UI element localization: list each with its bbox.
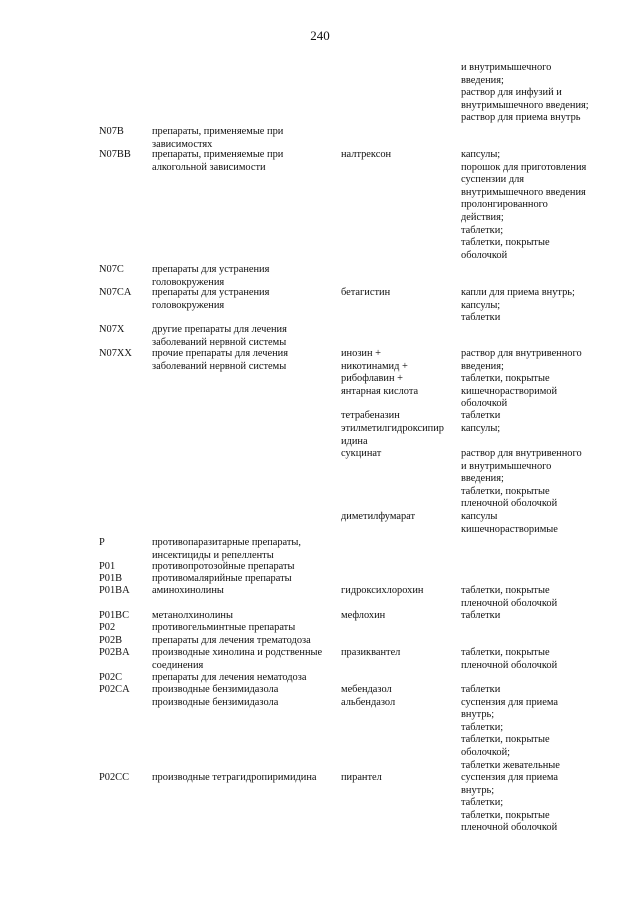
drug-name — [341, 287, 390, 300]
atc-code — [99, 635, 122, 648]
pharmacological-group — [152, 672, 306, 685]
pharmacological-group-line: препараты для устранения — [152, 264, 270, 275]
pharmacological-group — [152, 324, 287, 349]
dosage-forms — [461, 448, 582, 511]
atc-code-line: N07CA — [99, 287, 132, 298]
dosage-forms-line: таблетки, покрытые — [461, 373, 550, 385]
drug-name — [341, 610, 385, 623]
dosage-forms — [461, 287, 575, 325]
dosage-forms-line: пленочной оболочкой — [461, 822, 558, 834]
dosage-forms-line: пленочной оболочкой — [461, 597, 558, 609]
drug-name-line: мефлохин — [341, 610, 386, 621]
dosage-forms-line: и внутримышечного — [461, 460, 552, 472]
pharmacological-group — [152, 635, 311, 648]
atc-code — [99, 561, 115, 574]
drug-name — [341, 772, 382, 785]
atc-code — [99, 324, 124, 337]
pharmacological-group — [152, 585, 224, 598]
pharmacological-group-line: головокружения — [152, 276, 225, 288]
drug-name-line: инозин + — [341, 348, 381, 359]
atc-code — [99, 772, 129, 785]
dosage-forms — [461, 149, 586, 262]
drug-name-line: этилметилгидроксипир — [341, 423, 444, 434]
pharmacological-group — [152, 622, 295, 635]
drug-name — [341, 410, 400, 423]
pharmacological-group-line: производные хинолина и родственные — [152, 647, 323, 658]
atc-code — [99, 610, 129, 623]
pharmacological-group — [152, 287, 269, 312]
atc-code-line: P01BC — [99, 610, 130, 621]
dosage-forms-line: таблетки — [461, 410, 501, 421]
dosage-forms-line: таблетки; — [461, 797, 504, 809]
drug-name-line: рибофлавин + — [341, 373, 403, 385]
atc-code — [99, 348, 132, 361]
pharmacological-group — [152, 126, 283, 151]
drug-name-line: янтарная кислота — [341, 385, 419, 397]
dosage-forms-line: внутрь; — [461, 784, 495, 796]
atc-code — [99, 126, 124, 139]
dosage-forms — [461, 423, 500, 436]
drug-name-line: бетагистин — [341, 287, 391, 298]
drug-name-line: сукцинат — [341, 448, 382, 460]
pharmacological-group-line: соединения — [152, 659, 204, 671]
pharmacological-group-line: противопаразитарные препараты, — [152, 537, 302, 548]
dosage-forms-line: внутримышечного введения — [461, 186, 586, 198]
drug-name-line: идина — [341, 435, 368, 447]
dosage-forms-line: оболочкой — [461, 398, 508, 410]
drug-name-line: альбендазол — [341, 696, 396, 708]
dosage-forms-line: раствор для инфузий и — [461, 87, 562, 99]
dosage-forms-line: таблетки, покрытые — [461, 647, 550, 658]
pharmacological-group-line: производные бензимидазола — [152, 684, 279, 695]
pharmacological-group — [152, 647, 322, 672]
atc-code-line: P — [99, 537, 105, 548]
drug-name-line: налтрексон — [341, 149, 392, 160]
dosage-forms-line: капсулы — [461, 511, 498, 522]
dosage-forms-line: таблетки жевательные — [461, 759, 560, 771]
dosage-forms-line: суспензия для приема — [461, 772, 558, 783]
pharmacological-group-line: противогельминтные препараты — [152, 622, 296, 633]
dosage-forms-line: капли для приема внутрь; — [461, 287, 575, 298]
atc-code — [99, 684, 130, 697]
dosage-forms-line: суспензия для приема — [461, 696, 558, 708]
dosage-forms — [461, 511, 558, 536]
dosage-forms-line: оболочкой; — [461, 746, 511, 758]
dosage-forms-line: введения; — [461, 360, 504, 372]
dosage-forms-line: действия; — [461, 211, 504, 223]
pharmacological-group — [152, 772, 317, 785]
drug-name-line: гидроксихлорохин — [341, 585, 424, 596]
dosage-forms-line: пленочной оболочкой — [461, 498, 558, 510]
drug-name — [341, 647, 400, 660]
dosage-forms-line: пленочной оболочкой — [461, 659, 558, 671]
atc-code-line: N07BB — [99, 149, 131, 160]
dosage-forms-line: капсулы; — [461, 299, 501, 311]
dosage-forms-line: введения; — [461, 473, 504, 485]
pharmacological-group-line: противопротозойные препараты — [152, 561, 295, 572]
dosage-forms — [461, 585, 557, 610]
dosage-forms-line: таблетки — [461, 610, 501, 621]
dosage-forms-line: кишечнорастворимой — [461, 385, 558, 397]
atc-code-line: P01B — [99, 573, 123, 584]
pharmacological-group-line: производные тетрагидропиримидина — [152, 772, 317, 783]
pharmacological-group-line: инсектициды и репелленты — [152, 549, 274, 561]
atc-code-line: N07X — [99, 324, 125, 335]
drug-name — [341, 684, 395, 709]
dosage-forms — [461, 62, 589, 125]
dosage-forms-line: кишечнорастворимые — [461, 523, 558, 535]
drug-name — [341, 511, 415, 524]
dosage-forms-line: таблетки; — [461, 224, 504, 236]
dosage-forms-line: раствор для приема внутрь — [461, 112, 581, 124]
dosage-forms — [461, 610, 500, 623]
dosage-forms-line: таблетки, покрытые — [461, 585, 550, 596]
pharmacological-group-line: препараты, применяемые при — [152, 149, 284, 160]
atc-code-line: N07XX — [99, 348, 132, 359]
dosage-forms — [461, 684, 560, 772]
pharmacological-group-line: препараты для устранения — [152, 287, 270, 298]
atc-code-line: P02B — [99, 635, 123, 646]
dosage-forms — [461, 410, 500, 423]
drug-name-line: тетрабеназин — [341, 410, 400, 421]
drug-name — [341, 585, 424, 598]
dosage-forms-line: таблетки — [461, 312, 501, 324]
atc-code-line: P02CC — [99, 772, 130, 783]
pharmacological-group — [152, 537, 301, 562]
dosage-forms-line: капсулы; — [461, 423, 501, 434]
pharmacological-group — [152, 610, 233, 623]
atc-code-line: N07C — [99, 264, 124, 275]
drug-name — [341, 423, 444, 461]
pharmacological-group — [152, 149, 283, 174]
pharmacological-group-line: препараты, применяемые при — [152, 126, 284, 137]
dosage-forms-line: раствор для внутривенного — [461, 448, 582, 459]
dosage-forms-line: капсулы; — [461, 149, 501, 160]
atc-code-line: P02BA — [99, 647, 130, 658]
pharmacological-group-line: заболеваний нервной системы — [152, 336, 287, 348]
dosage-forms-line: таблетки, покрытые — [461, 237, 550, 249]
dosage-forms — [461, 647, 557, 672]
dosage-forms-line: таблетки, покрытые — [461, 809, 550, 821]
dosage-forms-line: порошок для приготовления — [461, 161, 587, 173]
dosage-forms-line: внутримышечного введения; — [461, 99, 589, 111]
pharmacological-group — [152, 561, 295, 574]
pharmacological-group-line: заболеваний нервной системы — [152, 360, 287, 372]
pharmacological-group-line: метанолхинолины — [152, 610, 233, 621]
atc-code — [99, 537, 105, 550]
atc-code — [99, 264, 124, 277]
atc-code — [99, 647, 130, 660]
pharmacological-group — [152, 684, 278, 709]
drug-name — [341, 149, 391, 162]
atc-code — [99, 287, 131, 300]
drug-name-line: празиквантел — [341, 647, 401, 658]
pharmacological-group-line: производные бензимидазола — [152, 696, 279, 708]
atc-code — [99, 585, 130, 598]
pharmacological-group-line: противомалярийные препараты — [152, 573, 292, 584]
dosage-forms-line: суспензии для — [461, 174, 525, 186]
dosage-forms-line: таблетки, покрытые — [461, 485, 550, 497]
dosage-forms-line: и внутримышечного — [461, 62, 552, 73]
dosage-forms-line: таблетки, покрытые — [461, 734, 550, 746]
pharmacological-group — [152, 573, 292, 586]
dosage-forms-line: таблетки — [461, 684, 501, 695]
atc-code — [99, 622, 115, 635]
atc-code-line: P02CA — [99, 684, 130, 695]
page-number: 240 — [310, 28, 330, 43]
pharmacological-group-line: препараты для лечения нематодоза — [152, 672, 307, 683]
dosage-forms-line: пролонгированного — [461, 199, 548, 211]
pharmacological-group-line: зависимостях — [152, 138, 213, 150]
dosage-forms-line: введения; — [461, 74, 504, 86]
atc-code — [99, 573, 122, 586]
drug-name-line: пирантел — [341, 772, 382, 783]
atc-code-line: P01BA — [99, 585, 130, 596]
atc-code-line: P02 — [99, 622, 116, 633]
dosage-forms — [461, 772, 558, 835]
atc-code — [99, 149, 131, 162]
dosage-forms-line: раствор для внутривенного — [461, 348, 582, 359]
pharmacological-group-line: аминохинолины — [152, 585, 224, 596]
pharmacological-group-line: прочие препараты для лечения — [152, 348, 289, 359]
dosage-forms-line: таблетки; — [461, 721, 504, 733]
pharmacological-group-line: другие препараты для лечения — [152, 324, 287, 335]
dosage-forms-line: внутрь; — [461, 709, 495, 721]
atc-code-line: N07B — [99, 126, 124, 137]
pharmacological-group-line: препараты для лечения трематодоза — [152, 635, 311, 646]
dosage-forms-line: оболочкой — [461, 249, 508, 261]
drug-name-line: мебендазол — [341, 684, 392, 695]
drug-name — [341, 348, 418, 398]
pharmacological-group — [152, 348, 288, 373]
drug-name-line: диметилфумарат — [341, 511, 416, 522]
atc-code — [99, 672, 122, 685]
drug-name-line: никотинамид + — [341, 360, 408, 372]
pharmacological-group — [152, 264, 269, 289]
atc-code-line: P01 — [99, 561, 116, 572]
pharmacological-group-line: головокружения — [152, 299, 225, 311]
dosage-forms — [461, 348, 582, 411]
pharmacological-group-line: алкогольной зависимости — [152, 161, 266, 173]
atc-code-line: P02C — [99, 672, 123, 683]
